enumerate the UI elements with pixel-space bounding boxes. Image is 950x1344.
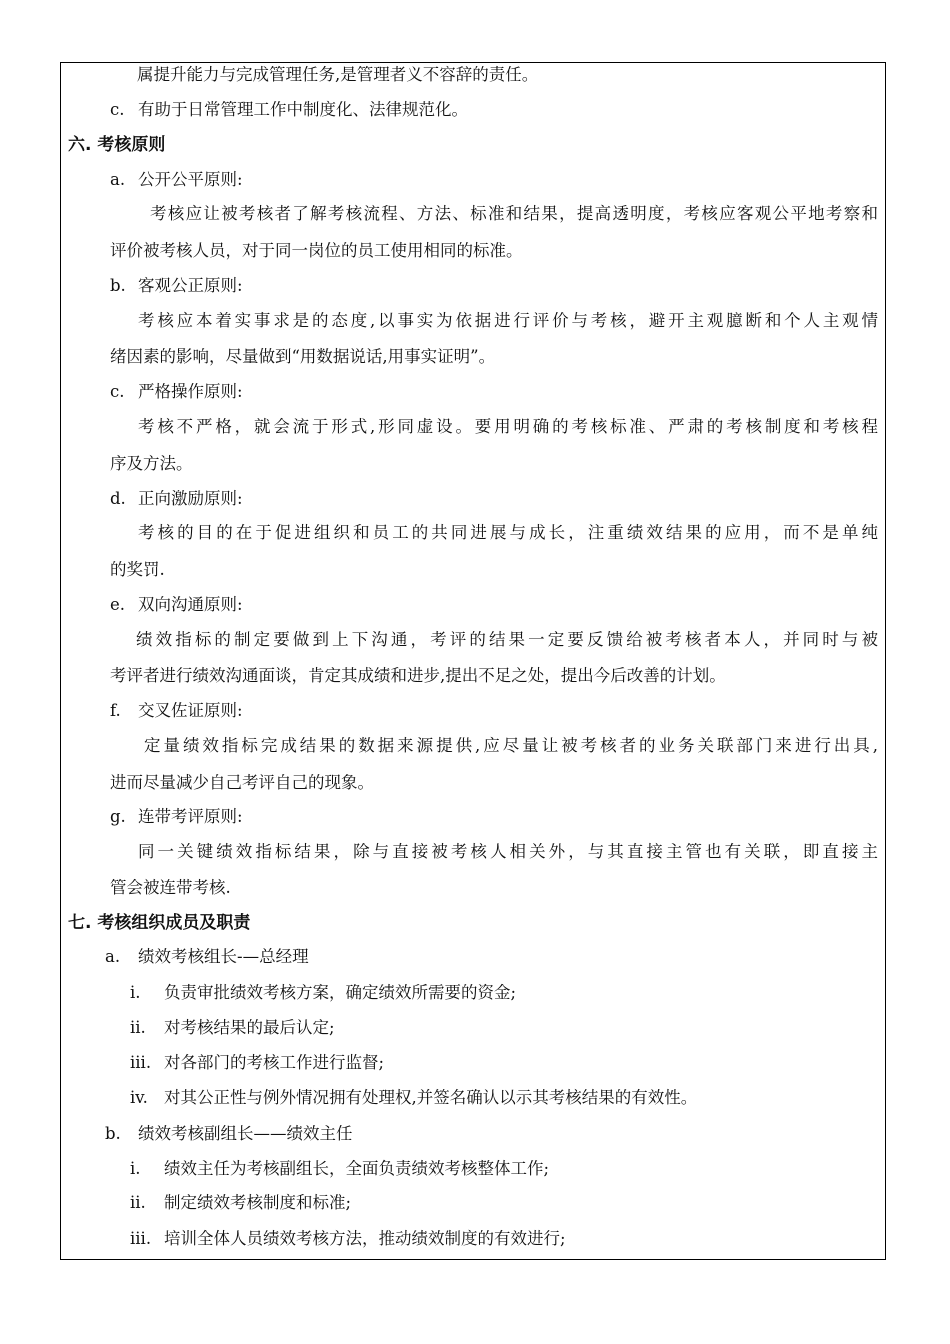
role-b-duty-1	[130, 1158, 549, 1180]
principle-e-label: 双向沟通原则:	[138, 595, 243, 614]
role-a-heading	[105, 946, 309, 968]
principle-c-label: 严格操作原则:	[138, 382, 243, 401]
principle-c-body-line-1: 考核不严格，就会流于形式,形同虚设。要用明确的考核标准、严肃的考核制度和考核程	[138, 417, 878, 436]
role-b-duty-2	[130, 1192, 351, 1214]
principle-f-heading	[110, 700, 243, 722]
role-a-duty-4-text: 对其公正性与例外情况拥有处理权,并签名确认以示其考核结果的有效性。	[164, 1088, 698, 1107]
role-b-duty-1-marker: i.	[130, 1159, 141, 1178]
role-a-marker: a.	[105, 947, 121, 966]
principle-f-body-line-2: 进而尽量减少自己考评自己的现象。	[110, 773, 374, 792]
role-a-duty-1-text: 负责审批绩效考核方案，确定绩效所需要的资金;	[164, 983, 517, 1002]
role-a-duty-3-text: 对各部门的考核工作进行监督;	[164, 1053, 385, 1072]
principle-b-label: 客观公正原则:	[138, 276, 243, 295]
intro-item-c-text: 有助于日常管理工作中制度化、法律规范化。	[138, 100, 468, 119]
role-a-duty-2-marker: ii.	[130, 1018, 146, 1037]
role-b-duty-2-marker: ii.	[130, 1193, 146, 1212]
role-a-duty-3-marker: iii.	[130, 1053, 152, 1072]
role-b-heading	[105, 1123, 353, 1145]
role-a-duty-4	[130, 1087, 697, 1109]
role-b-label: 绩效考核副组长——绩效主任	[138, 1124, 353, 1143]
principle-b-heading	[110, 275, 243, 297]
intro-item-c	[110, 99, 468, 121]
principle-b-body-line-1: 考核应本着实事求是的态度,以事实为依据进行评价与考核，避开主观臆断和个人主观情	[138, 311, 878, 330]
principle-g-body-line-2: 管会被连带考核.	[110, 878, 231, 897]
role-b-duty-3-text: 培训全体人员绩效考核方法，推动绩效制度的有效进行;	[164, 1229, 566, 1248]
role-a-duty-3	[130, 1052, 384, 1074]
principle-a-body-line-1: 考核应让被考核者了解考核流程、方法、标准和结果，提高透明度，考核应客观公平地考察和	[150, 204, 878, 223]
role-b-duty-3-marker: iii.	[130, 1229, 152, 1248]
principle-g-marker: g.	[110, 807, 126, 826]
role-a-duty-1	[130, 982, 516, 1004]
principle-b-marker: b.	[110, 276, 126, 295]
principle-a-body-line-2: 评价被考核人员，对于同一岗位的员工使用相同的标准。	[110, 241, 523, 260]
principle-d-marker: d.	[110, 489, 126, 508]
role-b-duty-1-text: 绩效主任为考核副组长，全面负责绩效考核整体工作;	[164, 1159, 550, 1178]
role-a-duty-2-text: 对考核结果的最后认定;	[164, 1018, 335, 1037]
principle-f-label: 交叉佐证原则:	[138, 701, 243, 720]
principle-d-body-line-1: 考核的目的在于促进组织和员工的共同进展与成长，注重绩效结果的应用，而不是单纯	[138, 523, 878, 542]
principle-a-marker: a.	[110, 170, 126, 189]
role-a-duty-2	[130, 1017, 335, 1039]
principle-c-marker: c.	[110, 382, 125, 401]
principle-g-body-line-1: 同一关键绩效指标结果，除与直接被考核人相关外，与其直接主管也有关联，即直接主	[138, 842, 878, 861]
role-b-duty-3	[130, 1228, 566, 1250]
principle-f-marker: f.	[110, 701, 121, 720]
principle-g-heading	[110, 806, 243, 828]
principle-c-body-line-2: 序及方法。	[110, 454, 193, 473]
principle-d-label: 正向激励原则:	[138, 489, 243, 508]
principle-e-body-line-1: 绩效指标的制定要做到上下沟通，考评的结果一定要反馈给被考核者本人，并同时与被	[136, 630, 878, 649]
role-a-duty-4-marker: iv.	[130, 1088, 148, 1107]
principle-b-body-line-2: 绪因素的影响，尽量做到“用数据说话,用事实证明”。	[110, 347, 496, 366]
role-a-label: 绩效考核组长-—总经理	[138, 947, 309, 966]
principle-e-marker: e.	[110, 595, 126, 614]
principle-a-heading	[110, 169, 243, 191]
role-b-duty-2-text: 制定绩效考核制度和标准;	[164, 1193, 352, 1212]
principle-d-heading	[110, 488, 243, 510]
role-b-marker: b.	[105, 1124, 121, 1143]
intro-item-c-marker: c.	[110, 100, 125, 119]
intro-continuation: 属提升能力与完成管理任务,是管理者义不容辞的责任。	[137, 65, 539, 84]
principle-d-body-line-2: 的奖罚.	[110, 560, 165, 579]
section-7-title: 七. 考核组织成员及职责	[68, 913, 251, 933]
principle-e-heading	[110, 594, 243, 616]
principle-e-body-line-2: 考评者进行绩效沟通面谈，肯定其成绩和进步,提出不足之处，提出今后改善的计划。	[110, 666, 726, 685]
principle-g-label: 连带考评原则:	[138, 807, 243, 826]
role-a-duty-1-marker: i.	[130, 983, 141, 1002]
principle-c-heading	[110, 381, 243, 403]
section-6-title: 六. 考核原则	[68, 135, 166, 155]
principle-a-label: 公开公平原则:	[138, 170, 243, 189]
principle-f-body-line-1: 定量绩效指标完成结果的数据来源提供,应尽量让被考核者的业务关联部门来进行出具,	[144, 736, 878, 755]
